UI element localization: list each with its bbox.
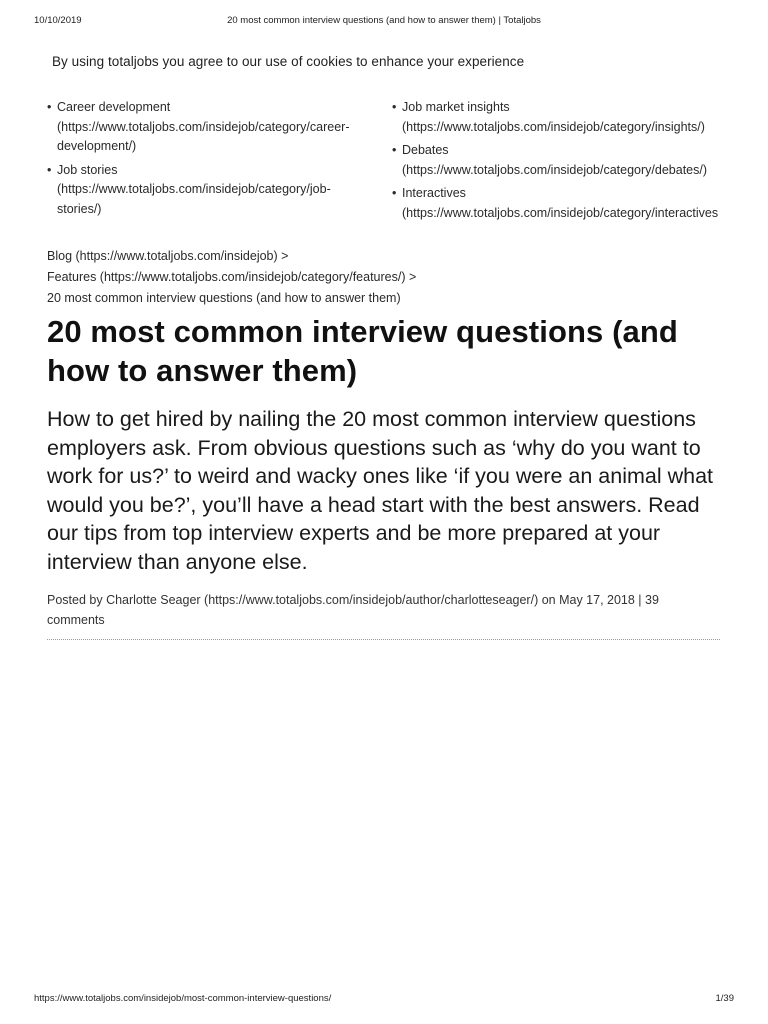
nav-item-url-line[interactable]: development/) (57, 139, 137, 153)
nav-item-job-stories[interactable] (47, 161, 377, 220)
nav-item-career-development[interactable] (47, 98, 377, 157)
nav-item-label[interactable]: Job stories (57, 162, 118, 177)
nav-item-label[interactable]: Debates (402, 143, 449, 157)
nav-item-label[interactable]: Job market insights (402, 100, 510, 114)
breadcrumb-blog[interactable]: Blog (https://www.totaljobs.com/insidejob) > (47, 249, 289, 263)
breadcrumb-features[interactable]: Features (https://www.totaljobs.com/insidejob/category/features/) > (47, 270, 417, 284)
article-title: 20 most common interview questions (and how to answer them) (47, 314, 678, 388)
nav-item-url[interactable] (57, 118, 377, 157)
nav-item-label[interactable]: Interactives (402, 186, 466, 200)
nav-item-url[interactable]: (https://www.totaljobs.com/insidejob/category/interactives (402, 205, 719, 220)
bullet-icon: • (392, 143, 397, 157)
nav-item-url[interactable] (57, 180, 377, 219)
divider (47, 639, 720, 640)
nav-item-url-line[interactable]: stories/) (57, 201, 102, 216)
nav-item-job-market-insights[interactable] (392, 98, 752, 137)
nav-item-interactives[interactable] (392, 184, 752, 223)
print-date: 10/10/2019 (34, 15, 82, 26)
bullet-icon: • (47, 162, 52, 177)
print-footer-url: https://www.totaljobs.com/insidejob/most-common-interview-questions/ (34, 993, 332, 1004)
bullet-icon: • (392, 100, 397, 114)
nav-item-url-line[interactable]: (https://www.totaljobs.com/insidejob/category/career- (57, 119, 350, 134)
article-byline: Posted by Charlotte Seager (https://www.totaljobs.com/insidejob/author/charlotteseager/) on May 17, 2018 | 39 comments (47, 593, 659, 627)
category-nav-right (392, 98, 752, 227)
nav-item-url-line[interactable]: (https://www.totaljobs.com/insidejob/category/job- (57, 182, 331, 196)
cookie-banner: By using totaljobs you agree to our use of cookies to enhance your experience (52, 54, 525, 69)
nav-item-label[interactable]: Career development (57, 100, 171, 114)
print-footer (34, 993, 734, 1007)
bullet-icon: • (392, 186, 397, 200)
nav-item-debates[interactable] (392, 141, 752, 180)
category-nav-left (47, 98, 377, 223)
print-header (34, 15, 734, 29)
breadcrumb (47, 246, 416, 309)
breadcrumb-current: 20 most common interview questions (and how to answer them) (47, 291, 401, 305)
print-page-number: 1/39 (715, 993, 734, 1004)
bullet-icon: • (47, 100, 52, 114)
nav-item-url[interactable]: (https://www.totaljobs.com/insidejob/category/debates/) (402, 162, 708, 177)
print-page-title: 20 most common interview questions (and how to answer them) | Totaljobs (227, 15, 541, 26)
nav-item-url[interactable]: (https://www.totaljobs.com/insidejob/category/insights/) (402, 119, 705, 134)
article-lead: How to get hired by nailing the 20 most common interview questions employers ask. From obvious questions such as ‘why do you want to work for us?’ to weird and wacky ones like ‘if you were an animal what would you be?’, you’ll have a head start with the best answers. Read our tips from top interview experts and be more prepared at your interview than anyone else. (47, 407, 714, 574)
